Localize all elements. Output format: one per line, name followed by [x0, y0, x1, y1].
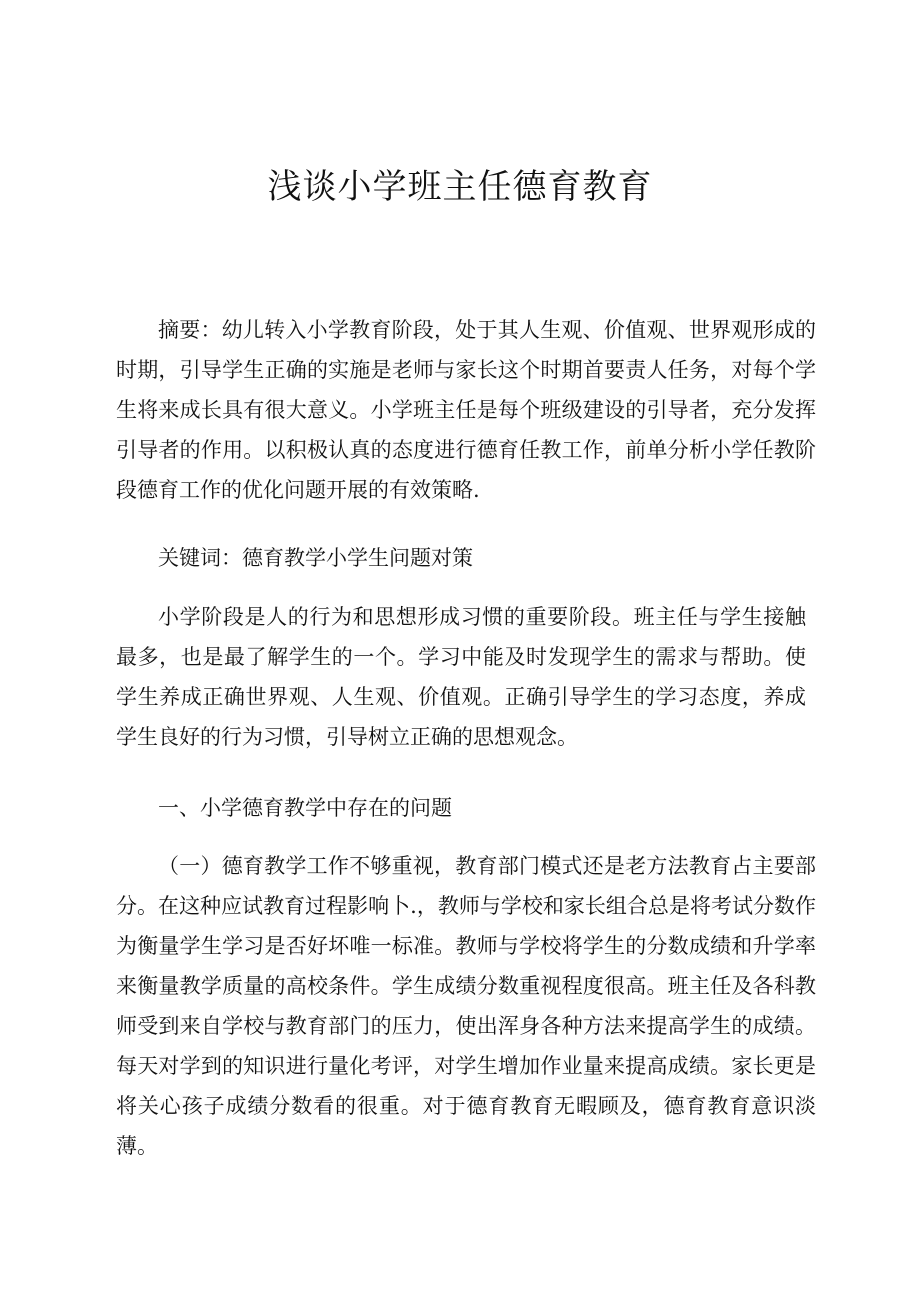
section-heading-1: 一、小学德育教学中存在的问题 [158, 796, 452, 820]
document-title: 浅谈小学班主任德育教育 [267, 167, 653, 207]
intro-paragraph: 小学阶段是人的行为和思想形成习惯的重要阶段。班主任与学生接触最多，也是最了解学生的一个。学习中能及时发现学生的需求与帮助。使学生养成正确世界观、人生观、价值观。正确引导学生的学习态度，养成学生良好的行为习惯，引导树立正确的思想观念。 [116, 605, 806, 749]
abstract-paragraph: 摘要：幼儿转入小学教育阶段，处于其人生观、价值观、世界观形成的时期，引导学生正确的实施是老师与家长这个时期首要责人任务，对每个学生将来成长具有很大意义。小学班主任是每个班级建设的引导者，充分发挥引导者的作用。以积极认真的态度进行德育任教工作，前单分析小学任教阶段德育工作的优化问题开展的有效策略. [116, 318, 816, 502]
keywords-line: 关键词：德育教学小学生问题对策 [158, 546, 473, 570]
section-1-paragraph: （一）德育教学工作不够重视，教育部门模式还是老方法教育占主要部分。在这种应试教育过程影响卜.，教师与学校和家长组合总是将考试分数作为衡量学生学习是否好坏唯一标准。教师与学校将学生的分数成绩和升学率来衡量教学质量的高校条件。学生成绩分数重视程度很高。班主任及各科教师受到来自学校与教育部门的压力，使出浑身各种方法来提高学生的成绩。每天对学到的知识进行量化考评，对学生增加作业量来提高成绩。家长更是将关心孩子成绩分数看的很重。对于德育教育无暇顾及，德育教育意识淡薄。 [116, 854, 816, 1158]
